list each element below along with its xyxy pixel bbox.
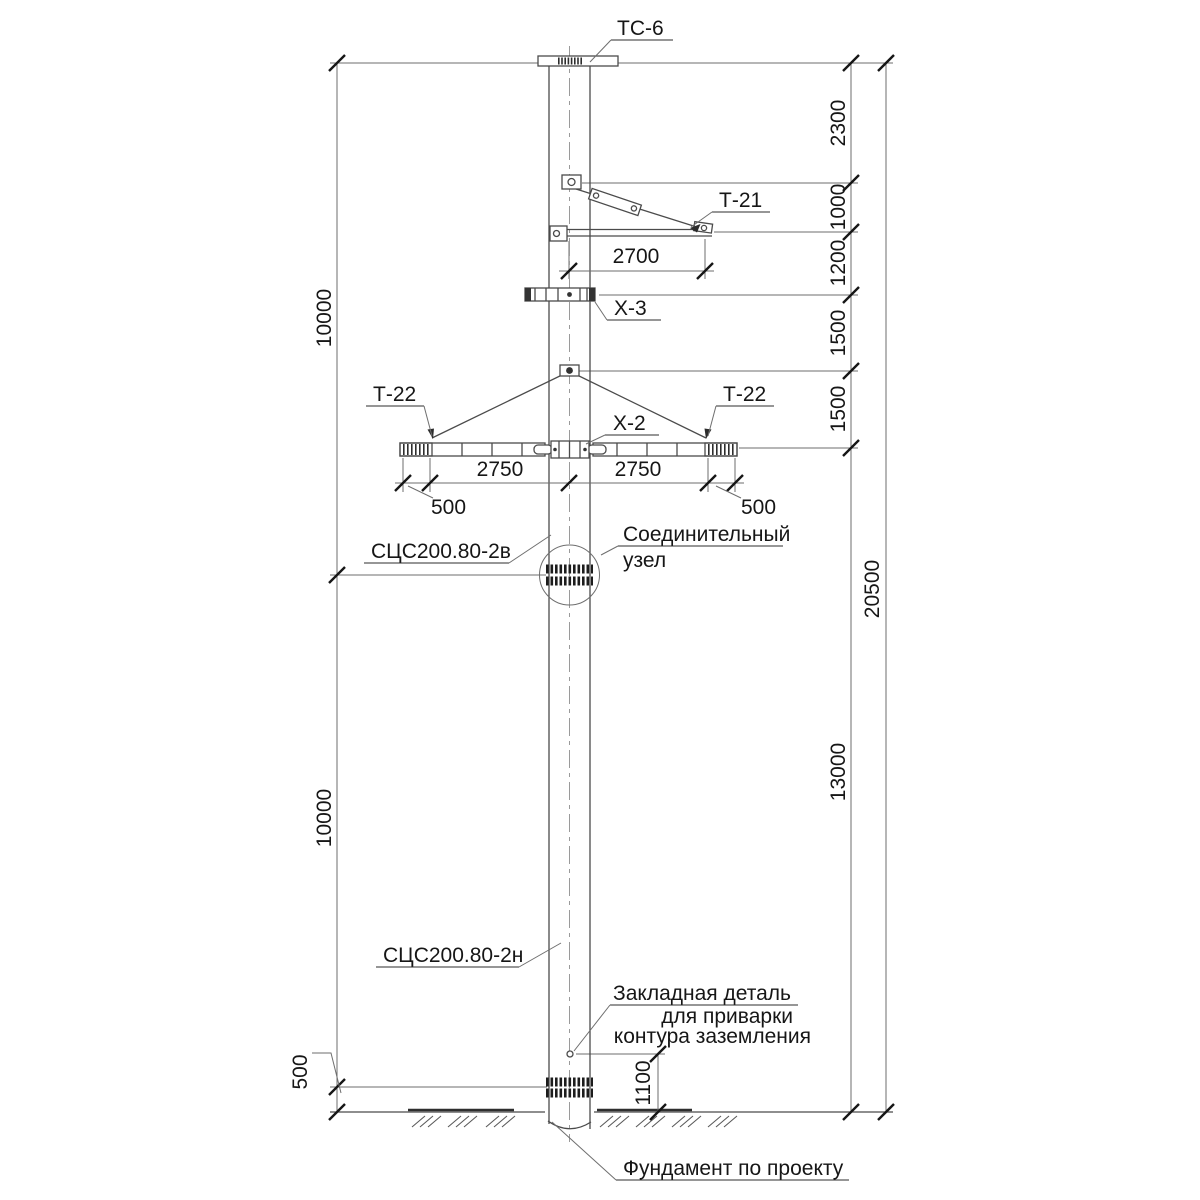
crossarms — [400, 441, 737, 458]
dim-overhang-left: 500 — [431, 496, 467, 519]
label-t22-left: Т-22 — [373, 383, 417, 406]
dim-right-t21-x3: 1200 — [827, 239, 850, 287]
dim-right-lower: 13000 — [827, 742, 850, 802]
label-lower-section: СЦС200.80-2н — [383, 944, 524, 967]
dim-arm-right: 2750 — [614, 458, 662, 481]
crossarm-left — [400, 443, 545, 456]
dimension-texts-vertical — [289, 100, 884, 1106]
label-joint-node-line2: узел — [623, 549, 667, 572]
dim-total-height: 20500 — [861, 559, 884, 619]
label-embed-line2: для приварки — [661, 1005, 793, 1028]
dim-arm-left: 2750 — [476, 458, 524, 481]
dim-right-apex-arm: 1500 — [827, 385, 850, 433]
pole-body — [538, 56, 618, 1129]
dim-arm-upper: 2700 — [612, 245, 660, 268]
link-left — [534, 445, 552, 454]
ground-line — [330, 1110, 893, 1112]
label-t22-right: Т-22 — [723, 383, 767, 406]
dim-right-x3-apex: 1500 — [827, 309, 850, 357]
dim-right-top: 2300 — [827, 99, 850, 147]
t21-bracket-assembly — [550, 175, 713, 241]
label-embed-line3: контура заземления — [613, 1025, 811, 1048]
label-cap: ТС-6 — [617, 17, 664, 40]
link-right — [588, 445, 606, 454]
label-upper-section: СЦС200.80-2в — [371, 540, 511, 563]
label-embed-line1: Закладная деталь — [613, 982, 791, 1005]
label-x2: Х-2 — [613, 412, 646, 435]
crossarm-right — [593, 443, 737, 456]
label-joint-node-line1: Соединительный — [623, 523, 791, 546]
label-t21: Т-21 — [719, 189, 763, 212]
label-x3: Х-3 — [614, 297, 647, 320]
x3-clamp — [525, 288, 595, 301]
dim-left-base: 500 — [289, 1054, 312, 1090]
dim-left-lower: 10000 — [313, 788, 336, 848]
dim-embed: 1100 — [632, 1060, 655, 1106]
extension-lines — [330, 63, 893, 1087]
label-foundation: Фундамент по проекту — [623, 1157, 844, 1180]
dimension-texts-horizontal — [312, 245, 776, 1093]
dim-left-upper: 10000 — [313, 288, 336, 348]
component-labels — [364, 17, 849, 1180]
dim-overhang-right: 500 — [741, 496, 777, 519]
dim-right-t21: 1000 — [827, 183, 850, 231]
embed-detail-point — [567, 1051, 573, 1057]
ground-hatch — [412, 1116, 737, 1127]
